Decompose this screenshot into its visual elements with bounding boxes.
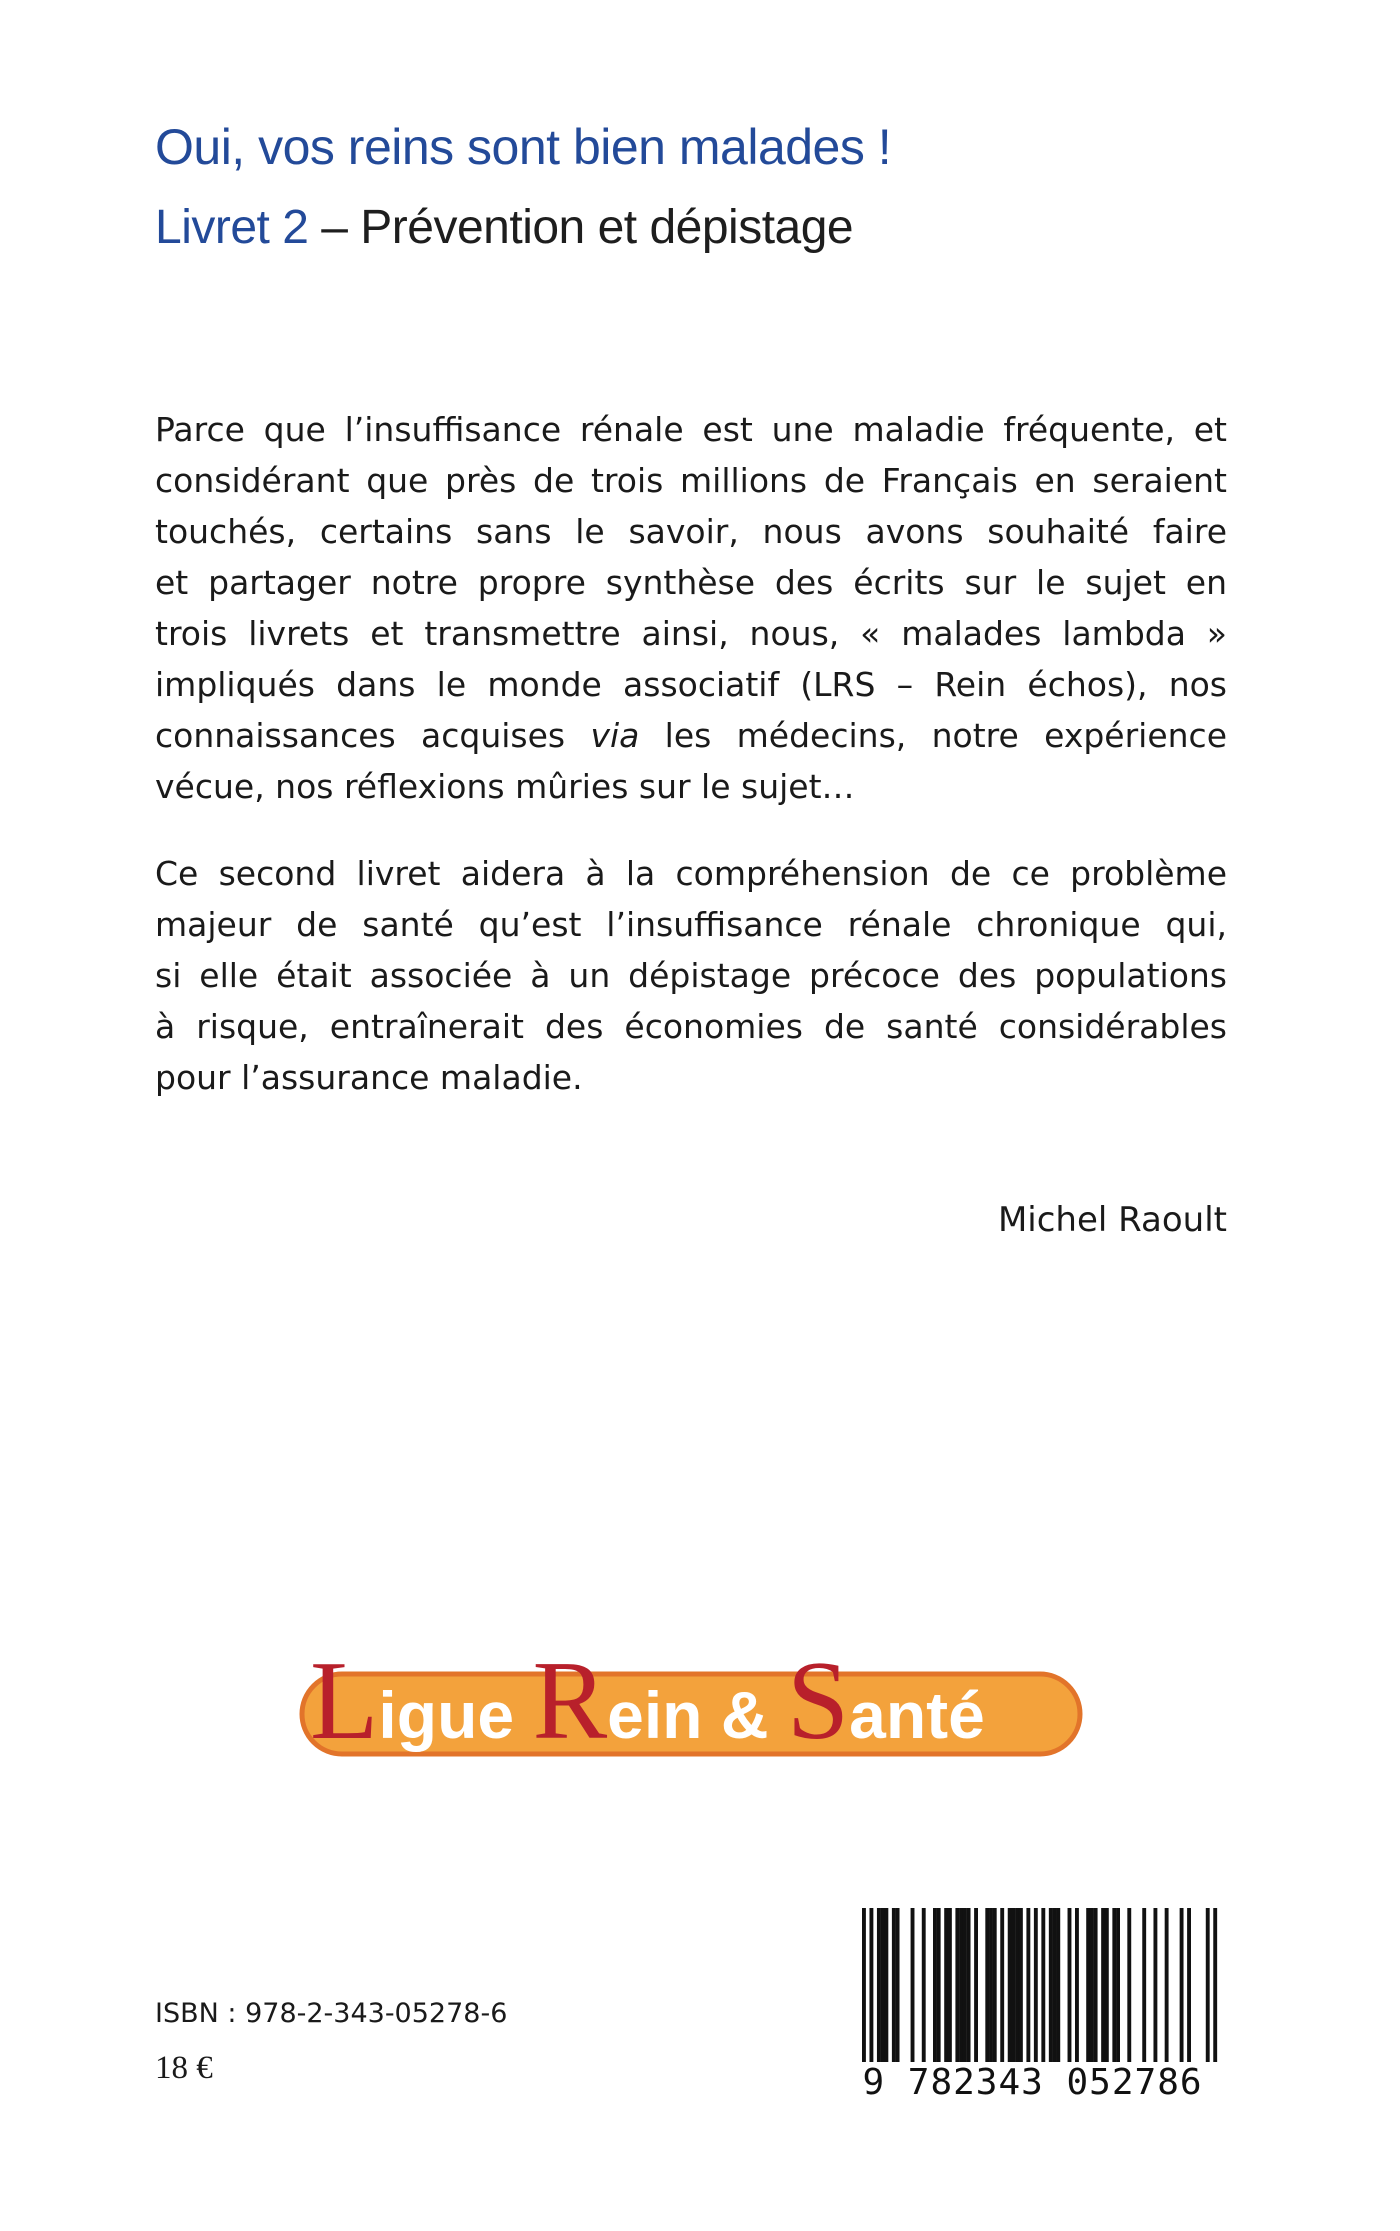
blurb-paragraph-1: [155, 404, 1227, 812]
blurb-text: les médecins, notre expérience: [639, 716, 1227, 755]
barcode-bar: [1034, 1908, 1038, 2076]
isbn-number: ISBN : 978-2-343-05278-6: [155, 1998, 508, 2029]
barcode-bar: [1142, 1908, 1146, 2064]
barcode-bar: [1026, 1908, 1030, 2064]
barcode-bar: [892, 1908, 896, 2064]
barcode-bar: [884, 1908, 888, 2064]
barcode-bar: [989, 1908, 993, 2064]
barcode-bar: [862, 1908, 866, 2076]
barcode-bar: [963, 1908, 967, 2064]
blurb-line: Ce second livret aidera à la compréhension de ce problème: [155, 854, 1227, 893]
barcode-bar: [1075, 1908, 1079, 2064]
barcode-bar: [922, 1908, 926, 2064]
blurb-line: [155, 710, 1227, 761]
barcode-bar: [1068, 1908, 1072, 2064]
barcode-bar: [1000, 1908, 1004, 2064]
book-subtitle: [155, 200, 853, 255]
barcode-bar: [1127, 1908, 1131, 2064]
barcode-bar: [944, 1908, 948, 2064]
booklet-number: Livret 2: [155, 201, 309, 254]
barcode-bar: [1094, 1908, 1098, 2064]
blurb-line: vécue, nos réflexions mûries sur le sujet…: [155, 767, 855, 806]
blurb-italic-via: via: [590, 716, 640, 755]
barcode-bar: [1008, 1908, 1012, 2064]
booklet-topic: – Prévention et dépistage: [308, 201, 854, 254]
barcode-bar: [985, 1908, 989, 2064]
blurb-line: Parce que l’insuffisance rénale est une maladie fréquente, et: [155, 410, 1227, 449]
blurb-line: majeur de santé qu’est l’insuffisance rénale chronique qui,: [155, 905, 1227, 944]
barcode-bar: [1086, 1908, 1090, 2064]
blurb-line: si elle était associée à un dépistage précoce des populations: [155, 956, 1227, 995]
barcode-bar: [1180, 1908, 1184, 2064]
barcode-bar: [881, 1908, 885, 2064]
blurb-line: pour l’assurance maladie.: [155, 1058, 583, 1097]
barcode-bar: [1206, 1908, 1210, 2076]
blurb-line: à risque, entraînerait des économies de santé considérables: [155, 1007, 1227, 1046]
barcode-bar: [959, 1908, 963, 2064]
price: 18 €: [155, 2050, 213, 2086]
barcode-bar: [1165, 1908, 1169, 2064]
blurb-paragraph-2: [155, 848, 1227, 1103]
barcode-bar: [948, 1908, 952, 2064]
barcode-bar: [955, 1908, 959, 2064]
blurb-line: et partager notre propre synthèse des écrits sur le sujet en: [155, 563, 1227, 602]
barcode-bar: [1213, 1908, 1217, 2076]
barcode-bar: [1101, 1908, 1105, 2064]
blurb-line: touchés, certains sans le savoir, nous avons souhaité faire: [155, 512, 1227, 551]
blurb-line: impliqués dans le monde associatif (LRS – Rein échos), nos: [155, 665, 1227, 704]
barcode-bar: [1153, 1908, 1157, 2064]
barcode-bar: [937, 1908, 941, 2064]
blurb-line: considérant que près de trois millions de Français en seraient: [155, 461, 1227, 500]
author-signature: Michel Raoult: [997, 1200, 1227, 1240]
barcode-bar: [1112, 1908, 1116, 2064]
barcode-bar: [877, 1908, 881, 2064]
blurb-line: trois livrets et transmettre ainsi, nous, « malades lambda »: [155, 614, 1227, 653]
barcode-bar: [1019, 1908, 1023, 2064]
barcode-bar: [1187, 1908, 1191, 2064]
barcode-bar: [1015, 1908, 1019, 2064]
ligue-rein-sante-logo: [296, 1640, 1086, 1765]
blurb-text: connaissances acquises: [155, 716, 591, 755]
barcode-bar: [967, 1908, 971, 2064]
barcode-bar: [933, 1908, 937, 2064]
barcode-bar: [993, 1908, 997, 2064]
barcode-bar: [1011, 1908, 1015, 2064]
barcode-bar: [974, 1908, 978, 2064]
barcode-bar: [1041, 1908, 1045, 2076]
barcode-bar: [1105, 1908, 1109, 2064]
barcode-bar: [1090, 1908, 1094, 2064]
barcode-bar: [911, 1908, 915, 2064]
book-title: Oui, vos reins sont bien malades !: [155, 119, 892, 175]
barcode-bar: [1053, 1908, 1057, 2064]
barcode-bar: [1056, 1908, 1060, 2064]
barcode-bar: [896, 1908, 900, 2064]
barcode-bar: [1049, 1908, 1053, 2064]
barcode-digits: 9 782343 052786: [840, 2062, 1225, 2104]
logo-text: Ligue Rein & Santé: [310, 1640, 985, 1763]
barcode-bar: [1116, 1908, 1120, 2064]
barcode: [840, 1908, 1225, 2076]
barcode-bar: [869, 1908, 873, 2076]
